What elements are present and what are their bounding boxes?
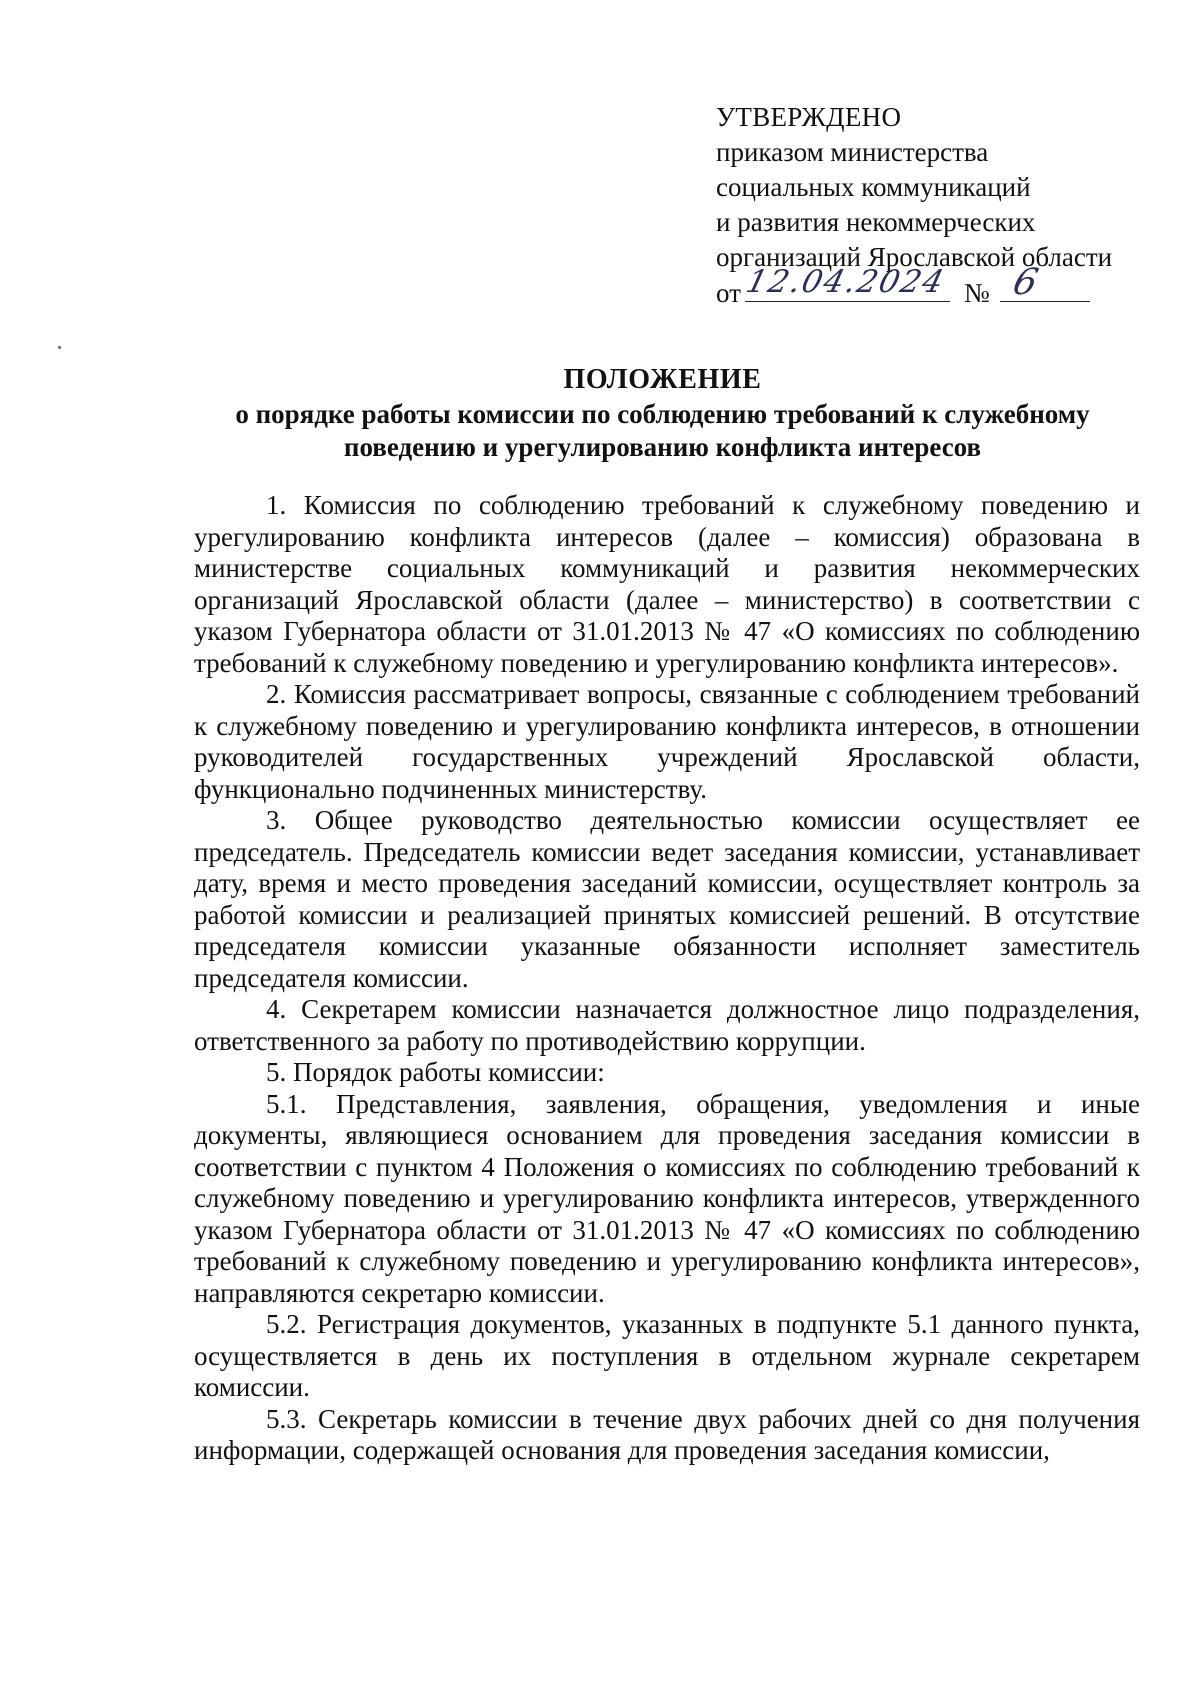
paragraph-5: 5. Порядок работы комиссии: <box>266 1057 605 1087</box>
paragraph-1: 1. Комиссия по соблюдению требований к служебному поведению и урегулированию конфликта интересов (далее – комиссия) образована в министерстве социальных коммуникаций и развития некоммерческих организаций Ярославской области (далее – министерство) в соответствии с указом Губернатора области от 31.01.2013 № 47 «О комиссиях по соблюдению требований к служебному поведению и урегулированию конфликта интересов». <box>194 490 1140 678</box>
paragraph-5-2: 5.2. Регистрация документов, указанных в подпункте 5.1 данного пункта, осуществляется в день их поступления в отдельном журнале секретарем комиссии. <box>194 1309 1140 1402</box>
title-main: ПОЛОЖЕНИЕ <box>563 364 762 395</box>
approval-line: приказом министерства <box>716 137 989 167</box>
paragraph-5-3: 5.3. Секретарь комиссии в течение двух рабочих дней со дня получения информации, содержащей основания для проведения заседания комиссии, <box>194 1403 1140 1465</box>
number-label: № <box>963 278 990 308</box>
title-subtitle-line: о порядке работы комиссии по соблюдению требований к служебному <box>235 399 1090 429</box>
order-date-number-line <box>716 262 1186 311</box>
scan-speck <box>58 346 61 349</box>
document-title <box>190 362 1135 464</box>
paragraph-2: 2. Комиссия рассматривает вопросы, связанные с соблюдением требований к служебному поведению и урегулированию конфликта интересов, в отношении руководителей государственных учреждений Ярославской области, функционально подчиненных министерству. <box>194 679 1140 804</box>
approval-stamp <box>716 100 1186 311</box>
paragraph-4: 4. Секретарем комиссии назначается должностное лицо подразделения, ответственного за работу по противодействию коррупции. <box>194 994 1140 1056</box>
number-field <box>1000 262 1090 303</box>
approval-line: организаций Ярославской области <box>716 242 1113 272</box>
paragraph-5-1: 5.1. Представления, заявления, обращения, уведомления и иные документы, являющиеся основанием для проведения заседания комиссии в соответствии с пунктом 4 Положения о комиссиях по соблюдению требований к служебному поведению и урегулированию конфликта интересов, утвержденного указом Губернатора области от 31.01.2013 № 47 «О комиссиях по соблюдению требований к служебному поведению и урегулированию конфликта интересов», направляются секретарю комиссии. <box>194 1088 1140 1308</box>
paragraph-3: 3. Общее руководство деятельностью комиссии осуществляет ее председатель. Председатель комиссии ведет заседания комиссии, устанавливает дату, время и место проведения заседаний комиссии, осуществляет контроль за работой комиссии и реализацией принятых комиссией решений. В отсутствие председателя комиссии указанные обязанности исполняет заместитель председателя комиссии. <box>194 805 1140 993</box>
document-body <box>194 490 1140 1467</box>
handwritten-number: 6 <box>1008 262 1044 303</box>
approval-line: социальных коммуникаций <box>716 172 1031 202</box>
handwritten-date: 12.04.2024 <box>742 264 950 300</box>
date-field <box>742 264 950 302</box>
approval-line: и развития некоммерческих <box>716 207 1036 237</box>
approval-heading: УТВЕРЖДЕНО <box>716 102 902 132</box>
title-subtitle-line: поведению и урегулированию конфликта интересов <box>343 432 982 462</box>
from-label: от <box>716 278 741 308</box>
